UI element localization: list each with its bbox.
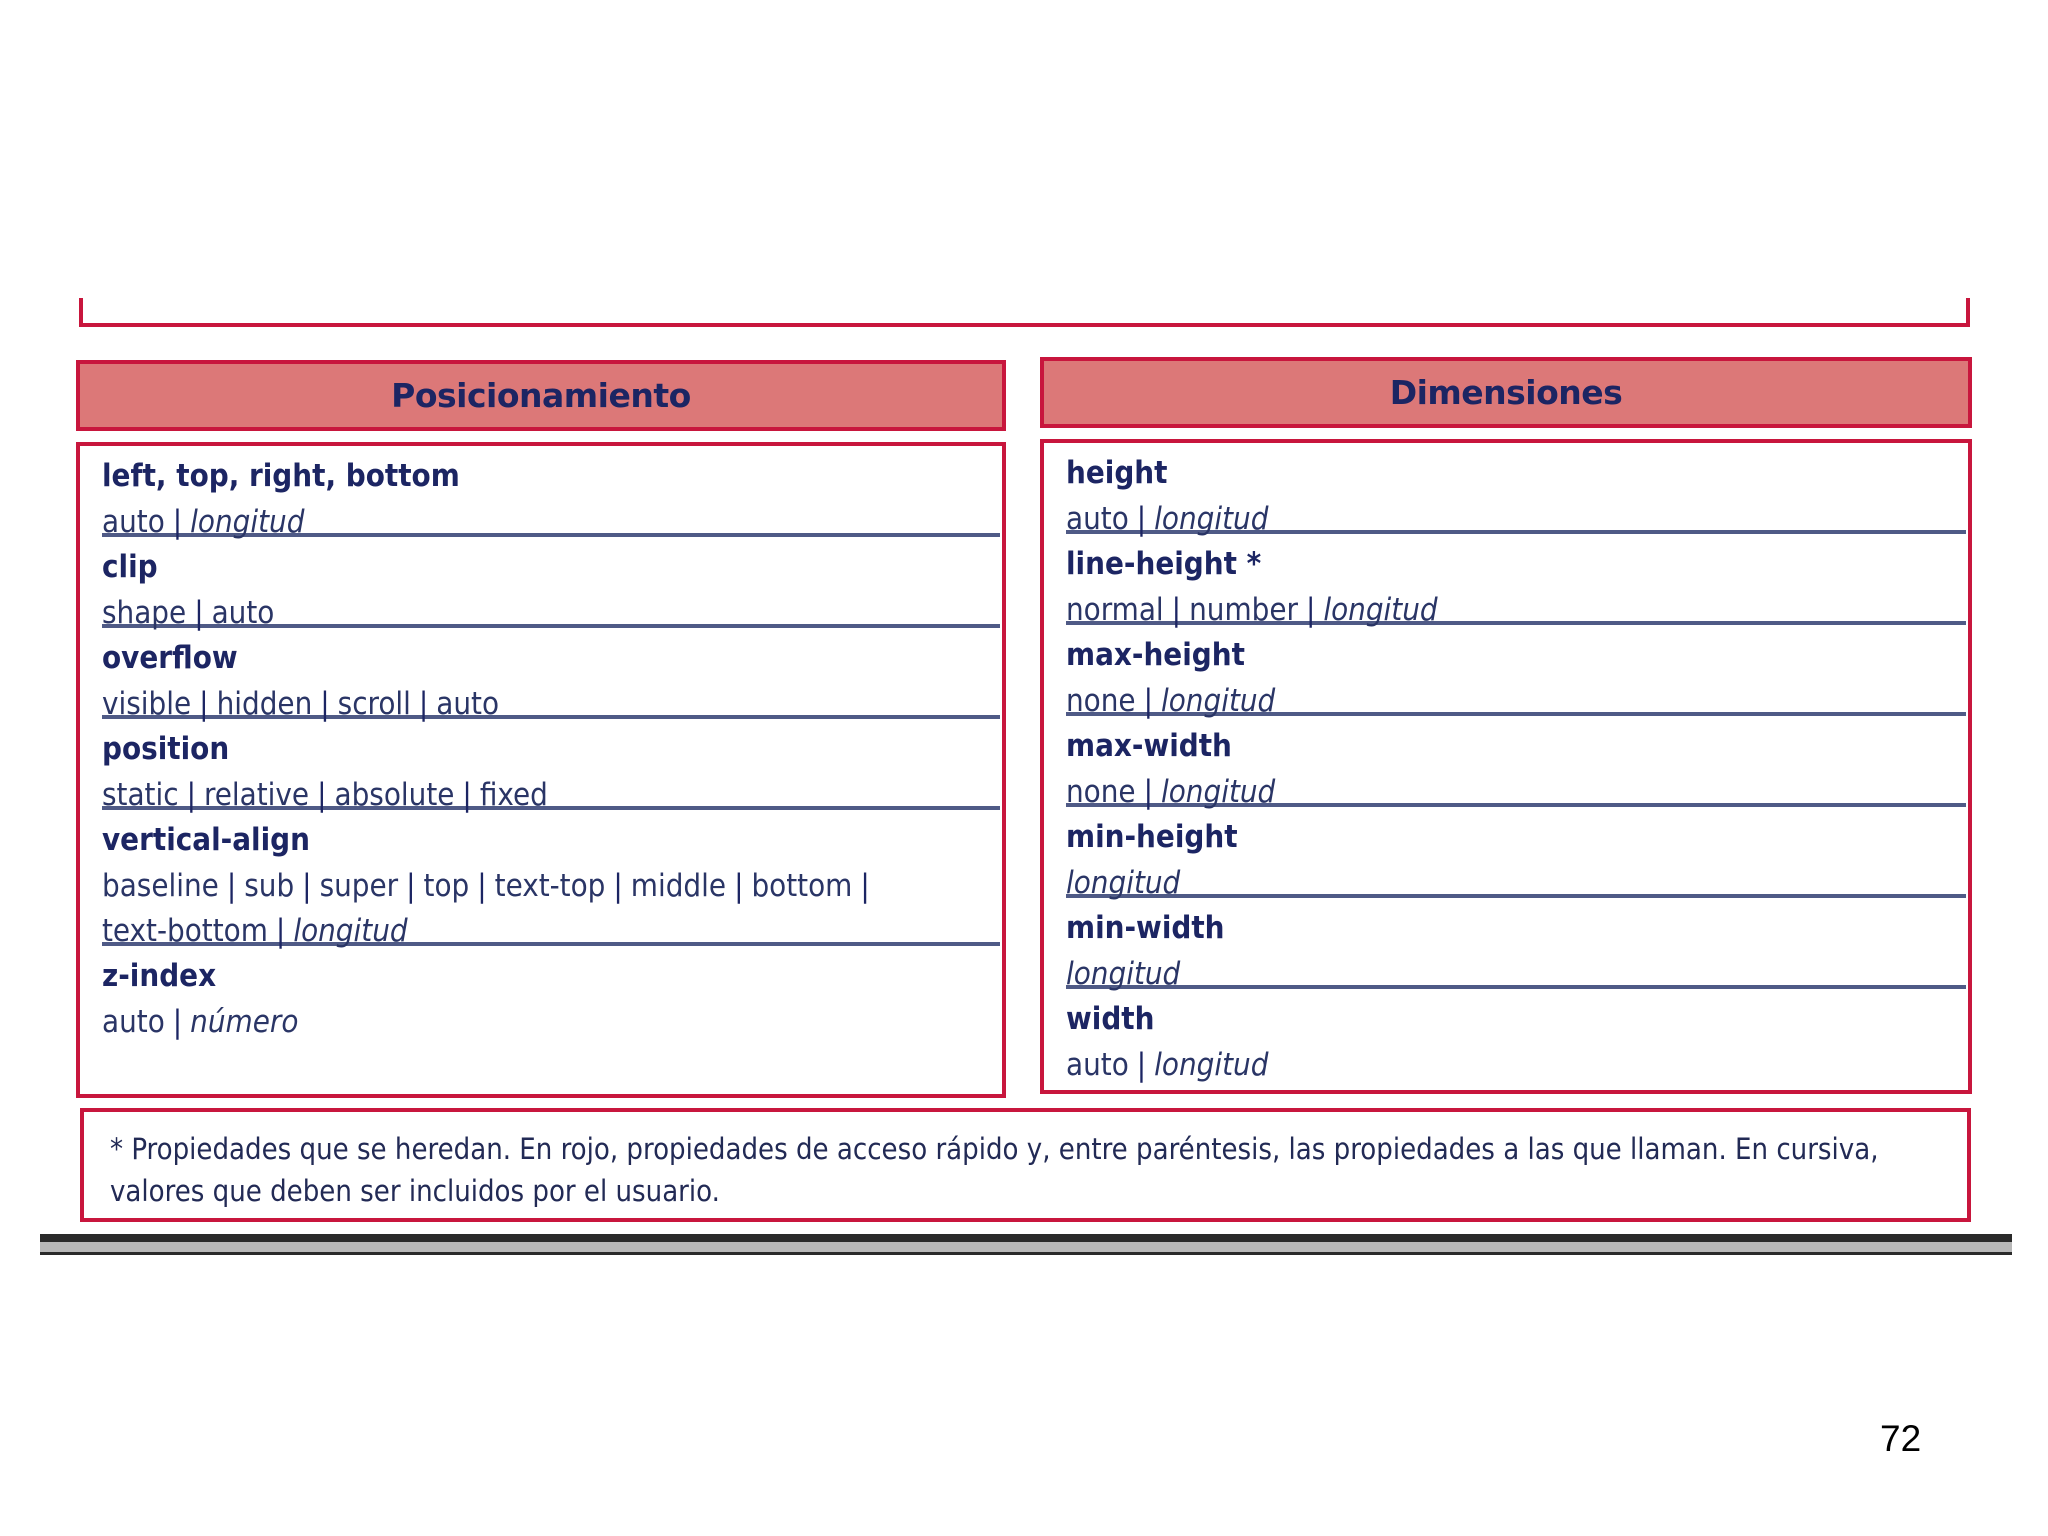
dimensions-header — [1040, 357, 1972, 428]
keyword-value: auto — [436, 686, 500, 722]
positioning-table — [76, 442, 1006, 1098]
keyword-value: relative — [203, 777, 310, 813]
property-row — [1066, 989, 1966, 1083]
value-separator: | — [302, 868, 312, 904]
value-separator: | — [317, 777, 327, 813]
keyword-value: scroll — [337, 686, 411, 722]
property-row — [102, 628, 1000, 722]
user-value: longitud — [1066, 865, 1181, 901]
keyword-value: visible — [102, 686, 192, 722]
keyword-value: middle — [630, 868, 727, 904]
property-row — [102, 446, 1000, 540]
value-separator: | — [1171, 592, 1182, 628]
property-name: min-width — [1066, 910, 1225, 946]
positioning-header — [76, 360, 1006, 431]
property-name: min-height — [1066, 819, 1238, 855]
property-row — [1066, 625, 1966, 719]
keyword-value: shape — [102, 595, 187, 631]
keyword-value: none — [1066, 683, 1136, 719]
user-value: longitud — [1161, 683, 1276, 719]
property-name: max-width — [1066, 728, 1232, 764]
value-separator: | — [477, 868, 487, 904]
property-values — [1066, 1043, 1966, 1088]
keyword-value: auto — [102, 504, 165, 540]
dimensions-table — [1040, 439, 1972, 1094]
value-separator: | — [1136, 1047, 1147, 1083]
keyword-value: normal — [1066, 592, 1164, 628]
footnote: * Propiedades que se heredan. En rojo, propiedades de acceso rápido y, entre paréntesis, las propiedades a las que llaman. En cursiva, valores que deben ser incluidos por el usuario. — [80, 1108, 1971, 1222]
value-separator: | — [613, 868, 623, 904]
keyword-value: absolute — [334, 777, 455, 813]
property-name: position — [102, 731, 230, 767]
keyword-value: bottom — [751, 868, 853, 904]
keyword-value: text-bottom — [102, 913, 268, 949]
property-name: z-index — [102, 958, 217, 994]
keyword-value: baseline — [102, 868, 219, 904]
value-separator: | — [1136, 501, 1147, 537]
value-separator: | — [199, 686, 209, 722]
keyword-value: auto — [1066, 501, 1129, 537]
keyword-value: static — [102, 777, 179, 813]
value-separator: | — [734, 868, 744, 904]
value-separator: | — [194, 595, 204, 631]
property-values — [102, 1000, 1000, 1045]
property-name: clip — [102, 549, 158, 585]
value-separator: | — [860, 868, 870, 904]
value-separator: | — [418, 686, 429, 722]
keyword-value: sub — [244, 868, 295, 904]
value-separator: | — [462, 777, 472, 813]
property-row — [102, 810, 1000, 949]
keyword-value: auto — [211, 595, 275, 631]
value-separator: | — [320, 686, 330, 722]
property-row — [1066, 716, 1966, 810]
value-separator: | — [186, 777, 196, 813]
property-name: max-height — [1066, 637, 1245, 673]
footer-rule-dark — [40, 1234, 2012, 1242]
value-separator: | — [406, 868, 416, 904]
value-separator: | — [172, 1004, 183, 1040]
property-row — [102, 946, 1000, 1040]
value-separator: | — [1143, 683, 1153, 719]
keyword-value: auto — [102, 1004, 165, 1040]
property-row — [1066, 807, 1966, 901]
property-values — [102, 864, 1000, 909]
property-name: height — [1066, 455, 1168, 491]
user-value: longitud — [1154, 1047, 1269, 1083]
positioning-title: Posicionamiento — [391, 376, 691, 415]
footer-rule-grey — [40, 1242, 2012, 1252]
value-separator: | — [275, 913, 286, 949]
property-name: overflow — [102, 640, 238, 676]
property-name: vertical-align — [102, 822, 310, 858]
keyword-value: auto — [1066, 1047, 1129, 1083]
previous-table-bottom-edge — [79, 298, 1970, 327]
keyword-value: super — [319, 868, 399, 904]
page-number: 72 — [1880, 1418, 1922, 1459]
keyword-value: text-top — [494, 868, 606, 904]
dimensions-title: Dimensiones — [1389, 373, 1623, 412]
value-separator: | — [1143, 774, 1153, 810]
property-name: left, top, right, bottom — [102, 458, 460, 494]
value-separator: | — [1305, 592, 1316, 628]
property-name: line-height * — [1066, 546, 1262, 582]
keyword-value: number — [1189, 592, 1298, 628]
user-value: longitud — [1154, 501, 1269, 537]
property-row — [102, 719, 1000, 813]
user-value: longitud — [1066, 956, 1181, 992]
value-separator: | — [172, 504, 183, 540]
property-name: width — [1066, 1001, 1155, 1037]
property-row — [102, 537, 1000, 631]
keyword-value: none — [1066, 774, 1136, 810]
footer-rule-thin — [40, 1252, 2012, 1255]
user-value: longitud — [1323, 592, 1438, 628]
keyword-value: fixed — [479, 777, 548, 813]
property-row — [1066, 534, 1966, 628]
property-row — [1066, 898, 1966, 992]
property-row — [1066, 443, 1966, 537]
user-value: longitud — [1161, 774, 1276, 810]
keyword-value: hidden — [216, 686, 313, 722]
keyword-value: top — [423, 868, 470, 904]
value-separator: | — [226, 868, 237, 904]
user-value: longitud — [293, 913, 408, 949]
user-value: longitud — [190, 504, 305, 540]
user-value: número — [190, 1004, 299, 1040]
